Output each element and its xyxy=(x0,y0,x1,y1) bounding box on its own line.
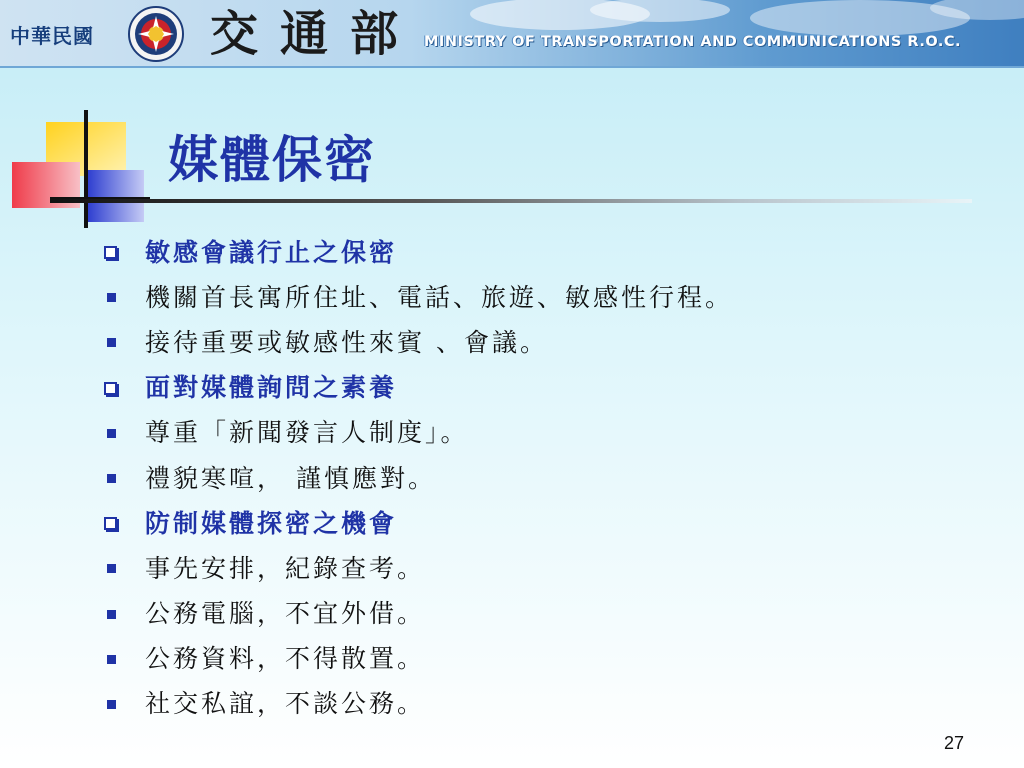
bullet-text: 尊重「新聞發言人制度」。 xyxy=(145,418,469,448)
country-name: 中華民國 xyxy=(10,24,94,48)
section-heading: 防制媒體探密之機會 xyxy=(145,508,398,538)
bullet-list xyxy=(104,230,984,727)
title-divider xyxy=(50,199,972,203)
bullet-text: 接待重要或敏感性來賓 、會議。 xyxy=(145,327,548,357)
list-item xyxy=(104,456,984,501)
list-item xyxy=(104,230,984,275)
list-item xyxy=(104,592,984,637)
square-bullet-icon xyxy=(107,338,116,347)
square-bullet-icon xyxy=(107,700,116,709)
ministry-name-chinese: 交通部 xyxy=(210,6,421,62)
list-item xyxy=(104,546,984,591)
list-item xyxy=(104,682,984,727)
roc-emblem-icon xyxy=(128,6,184,62)
list-item xyxy=(104,501,984,546)
square-bullet-icon xyxy=(107,655,116,664)
hollow-square-bullet-icon xyxy=(104,246,117,259)
slide-title: 媒體保密 xyxy=(168,130,376,189)
square-bullet-icon xyxy=(107,293,116,302)
section-heading: 面對媒體詢問之素養 xyxy=(145,373,398,403)
list-item xyxy=(104,411,984,456)
bullet-text: 社交私誼，不談公務。 xyxy=(145,689,426,719)
square-bullet-icon xyxy=(107,564,116,573)
ministry-name-english: MINISTRY OF TRANSPORTATION AND COMMUNICATIONS R.O.C. xyxy=(424,34,962,50)
bullet-text: 機關首長寓所住址、電話、旅遊、敏感性行程。 xyxy=(145,282,734,312)
hollow-square-bullet-icon xyxy=(104,517,117,530)
list-item xyxy=(104,320,984,365)
header-banner xyxy=(0,0,1024,68)
square-bullet-icon xyxy=(107,610,116,619)
square-bullet-icon xyxy=(107,429,116,438)
section-heading: 敏感會議行止之保密 xyxy=(145,237,398,267)
decorative-squares xyxy=(10,108,150,230)
hollow-square-bullet-icon xyxy=(104,382,117,395)
square-bullet-icon xyxy=(107,474,116,483)
list-item xyxy=(104,637,984,682)
list-item xyxy=(104,366,984,411)
bullet-text: 公務資料，不得散置。 xyxy=(145,644,426,674)
bullet-text: 禮貌寒喧， 謹慎應對。 xyxy=(145,463,436,493)
page-number: 27 xyxy=(943,733,964,753)
bullet-text: 公務電腦，不宜外借。 xyxy=(145,599,426,629)
bullet-text: 事先安排，紀錄查考。 xyxy=(145,553,426,583)
list-item xyxy=(104,275,984,320)
